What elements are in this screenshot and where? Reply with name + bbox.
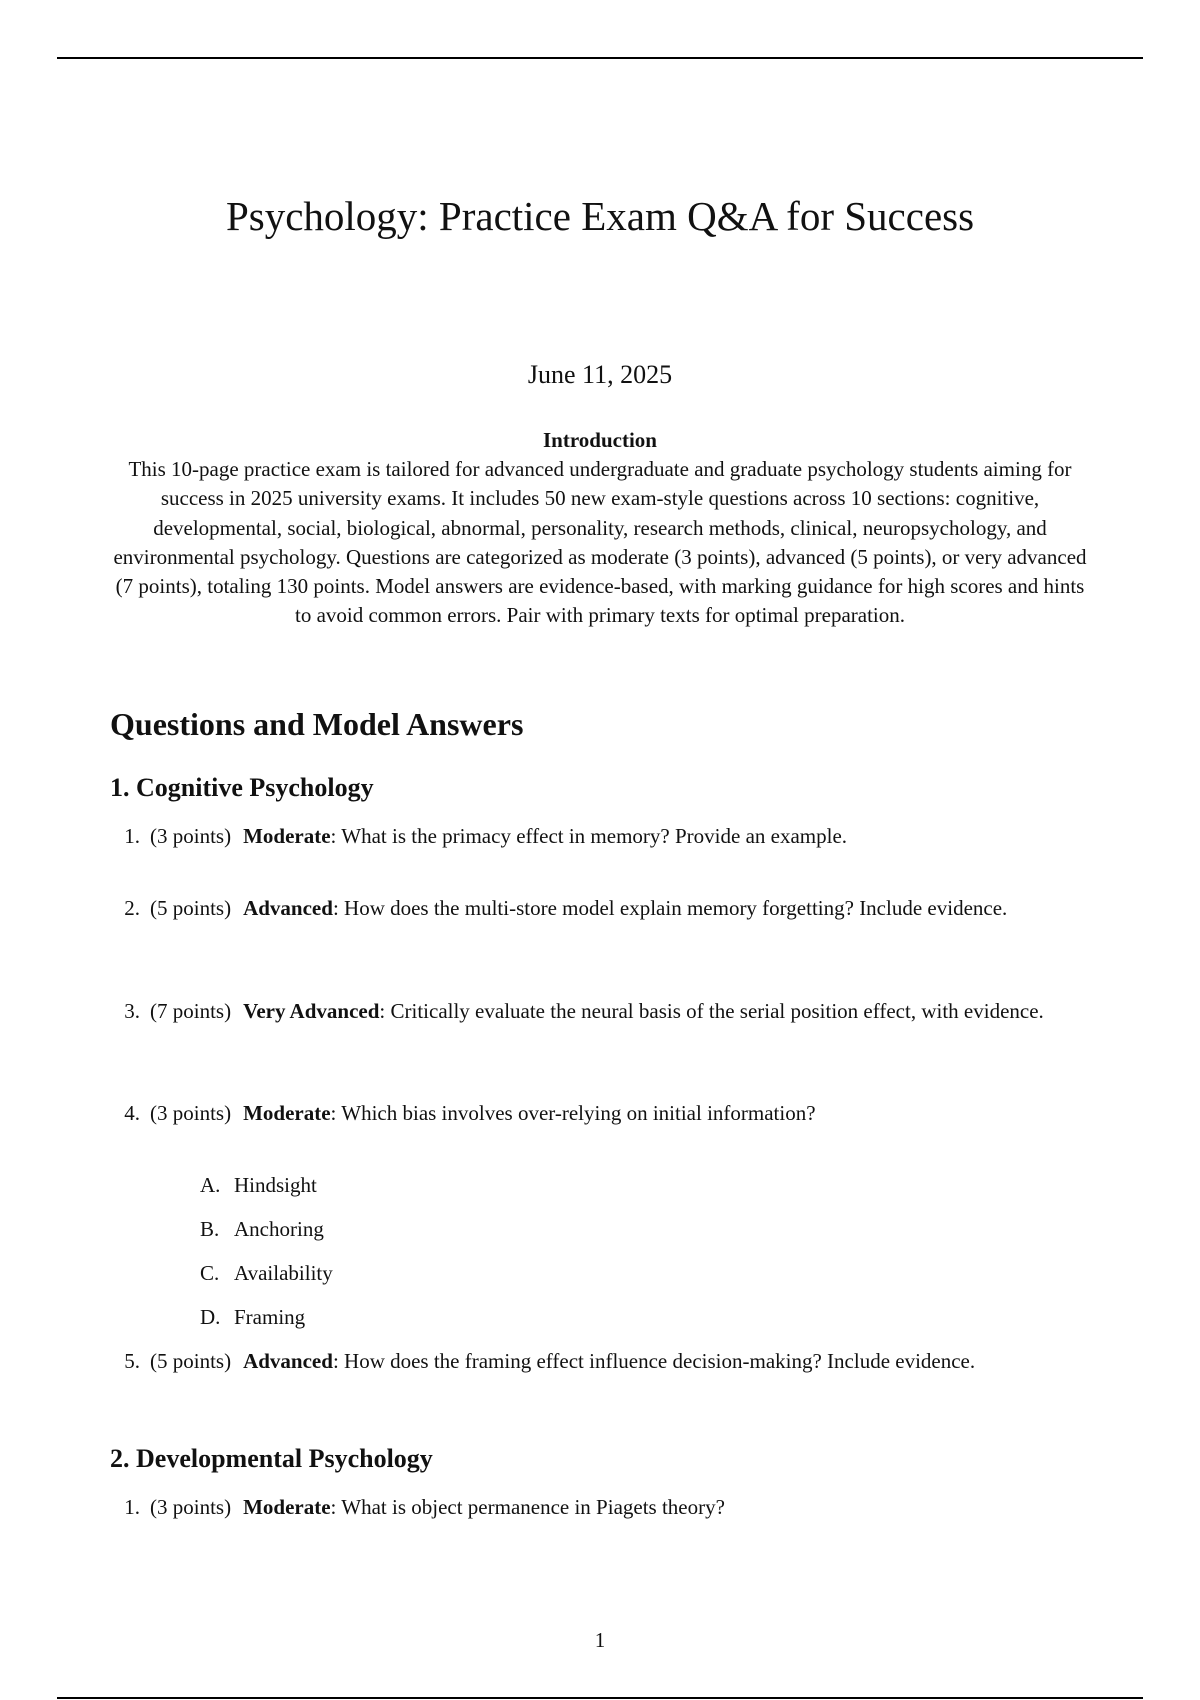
question-text: : Critically evaluate the neural basis of the serial position effect, with evidence. xyxy=(379,999,1044,1023)
question-1-5 xyxy=(110,1347,1090,1376)
question-number: 1. xyxy=(124,1495,140,1519)
question-1-1 xyxy=(110,822,1090,851)
question-1-3 xyxy=(110,997,1090,1026)
question-level: Moderate xyxy=(243,1495,331,1519)
question-points: (5 points) xyxy=(150,896,232,920)
question-points: (3 points) xyxy=(150,1101,232,1125)
document-title: Psychology: Practice Exam Q&A for Success xyxy=(225,193,975,239)
question-number: 5. xyxy=(124,1349,140,1373)
question-points: (7 points) xyxy=(150,999,232,1023)
question-number: 3. xyxy=(124,999,140,1023)
question-level: Moderate xyxy=(243,824,331,848)
top-rule xyxy=(57,57,1143,59)
bottom-rule xyxy=(57,1697,1143,1699)
question-level: Advanced xyxy=(243,1349,333,1373)
introduction-text: This 10-page practice exam is tailored for advanced undergraduate and graduate psychology students aiming for success in 2025 university exams. It includes 50 new exam-style questions across 10 sections: cognitive, developmental, social, biological, abnormal, personality, research methods, clinical, neuropsychology, and environmental psychology. Questions are categorized as moderate (3 points), advanced (5 points), or very advanced (7 points), totaling 130 points. Model answers are evidence-based, with marking guidance for high scores and hints to avoid common errors. Pair with primary texts for optimal preparation. xyxy=(113,457,1087,628)
question-level: Very Advanced xyxy=(243,999,380,1023)
page-number: 1 xyxy=(594,1628,606,1652)
option-c xyxy=(200,1259,333,1288)
question-points: (3 points) xyxy=(150,824,232,848)
question-text: : What is the primacy effect in memory? Provide an example. xyxy=(330,824,848,848)
option-letter: B. xyxy=(200,1217,220,1241)
introduction-heading: Introduction xyxy=(543,428,657,452)
section-title: Questions and Model Answers xyxy=(110,706,524,742)
option-text: Anchoring xyxy=(234,1217,324,1241)
option-text: Hindsight xyxy=(234,1173,317,1197)
question-number: 4. xyxy=(124,1101,140,1125)
question-text: : Which bias involves over-relying on initial information? xyxy=(330,1101,816,1125)
question-level: Advanced xyxy=(243,896,333,920)
option-d xyxy=(200,1303,305,1332)
question-text: : How does the multi-store model explain memory forgetting? Include evidence. xyxy=(332,896,1008,920)
question-level: Moderate xyxy=(243,1101,331,1125)
question-text: : How does the framing effect influence decision-making? Include evidence. xyxy=(332,1349,976,1373)
introduction xyxy=(112,428,1088,631)
question-2-1 xyxy=(110,1493,1090,1522)
option-b xyxy=(200,1215,324,1244)
question-points: (3 points) xyxy=(150,1495,232,1519)
question-number: 1. xyxy=(124,824,140,848)
option-text: Availability xyxy=(234,1261,333,1285)
subsection-title-cognitive: 1. Cognitive Psychology xyxy=(110,773,374,802)
option-a xyxy=(200,1171,317,1200)
option-letter: C. xyxy=(200,1261,220,1285)
question-points: (5 points) xyxy=(150,1349,232,1373)
question-number: 2. xyxy=(124,896,140,920)
subsection-title-developmental: 2. Developmental Psychology xyxy=(110,1444,433,1473)
question-text: : What is object permanence in Piagets theory? xyxy=(330,1495,725,1519)
option-text: Framing xyxy=(234,1305,306,1329)
option-letter: D. xyxy=(200,1305,221,1329)
question-1-4 xyxy=(110,1099,1090,1128)
question-1-2 xyxy=(110,894,1090,923)
document-date: June 11, 2025 xyxy=(527,360,673,389)
option-letter: A. xyxy=(200,1173,221,1197)
